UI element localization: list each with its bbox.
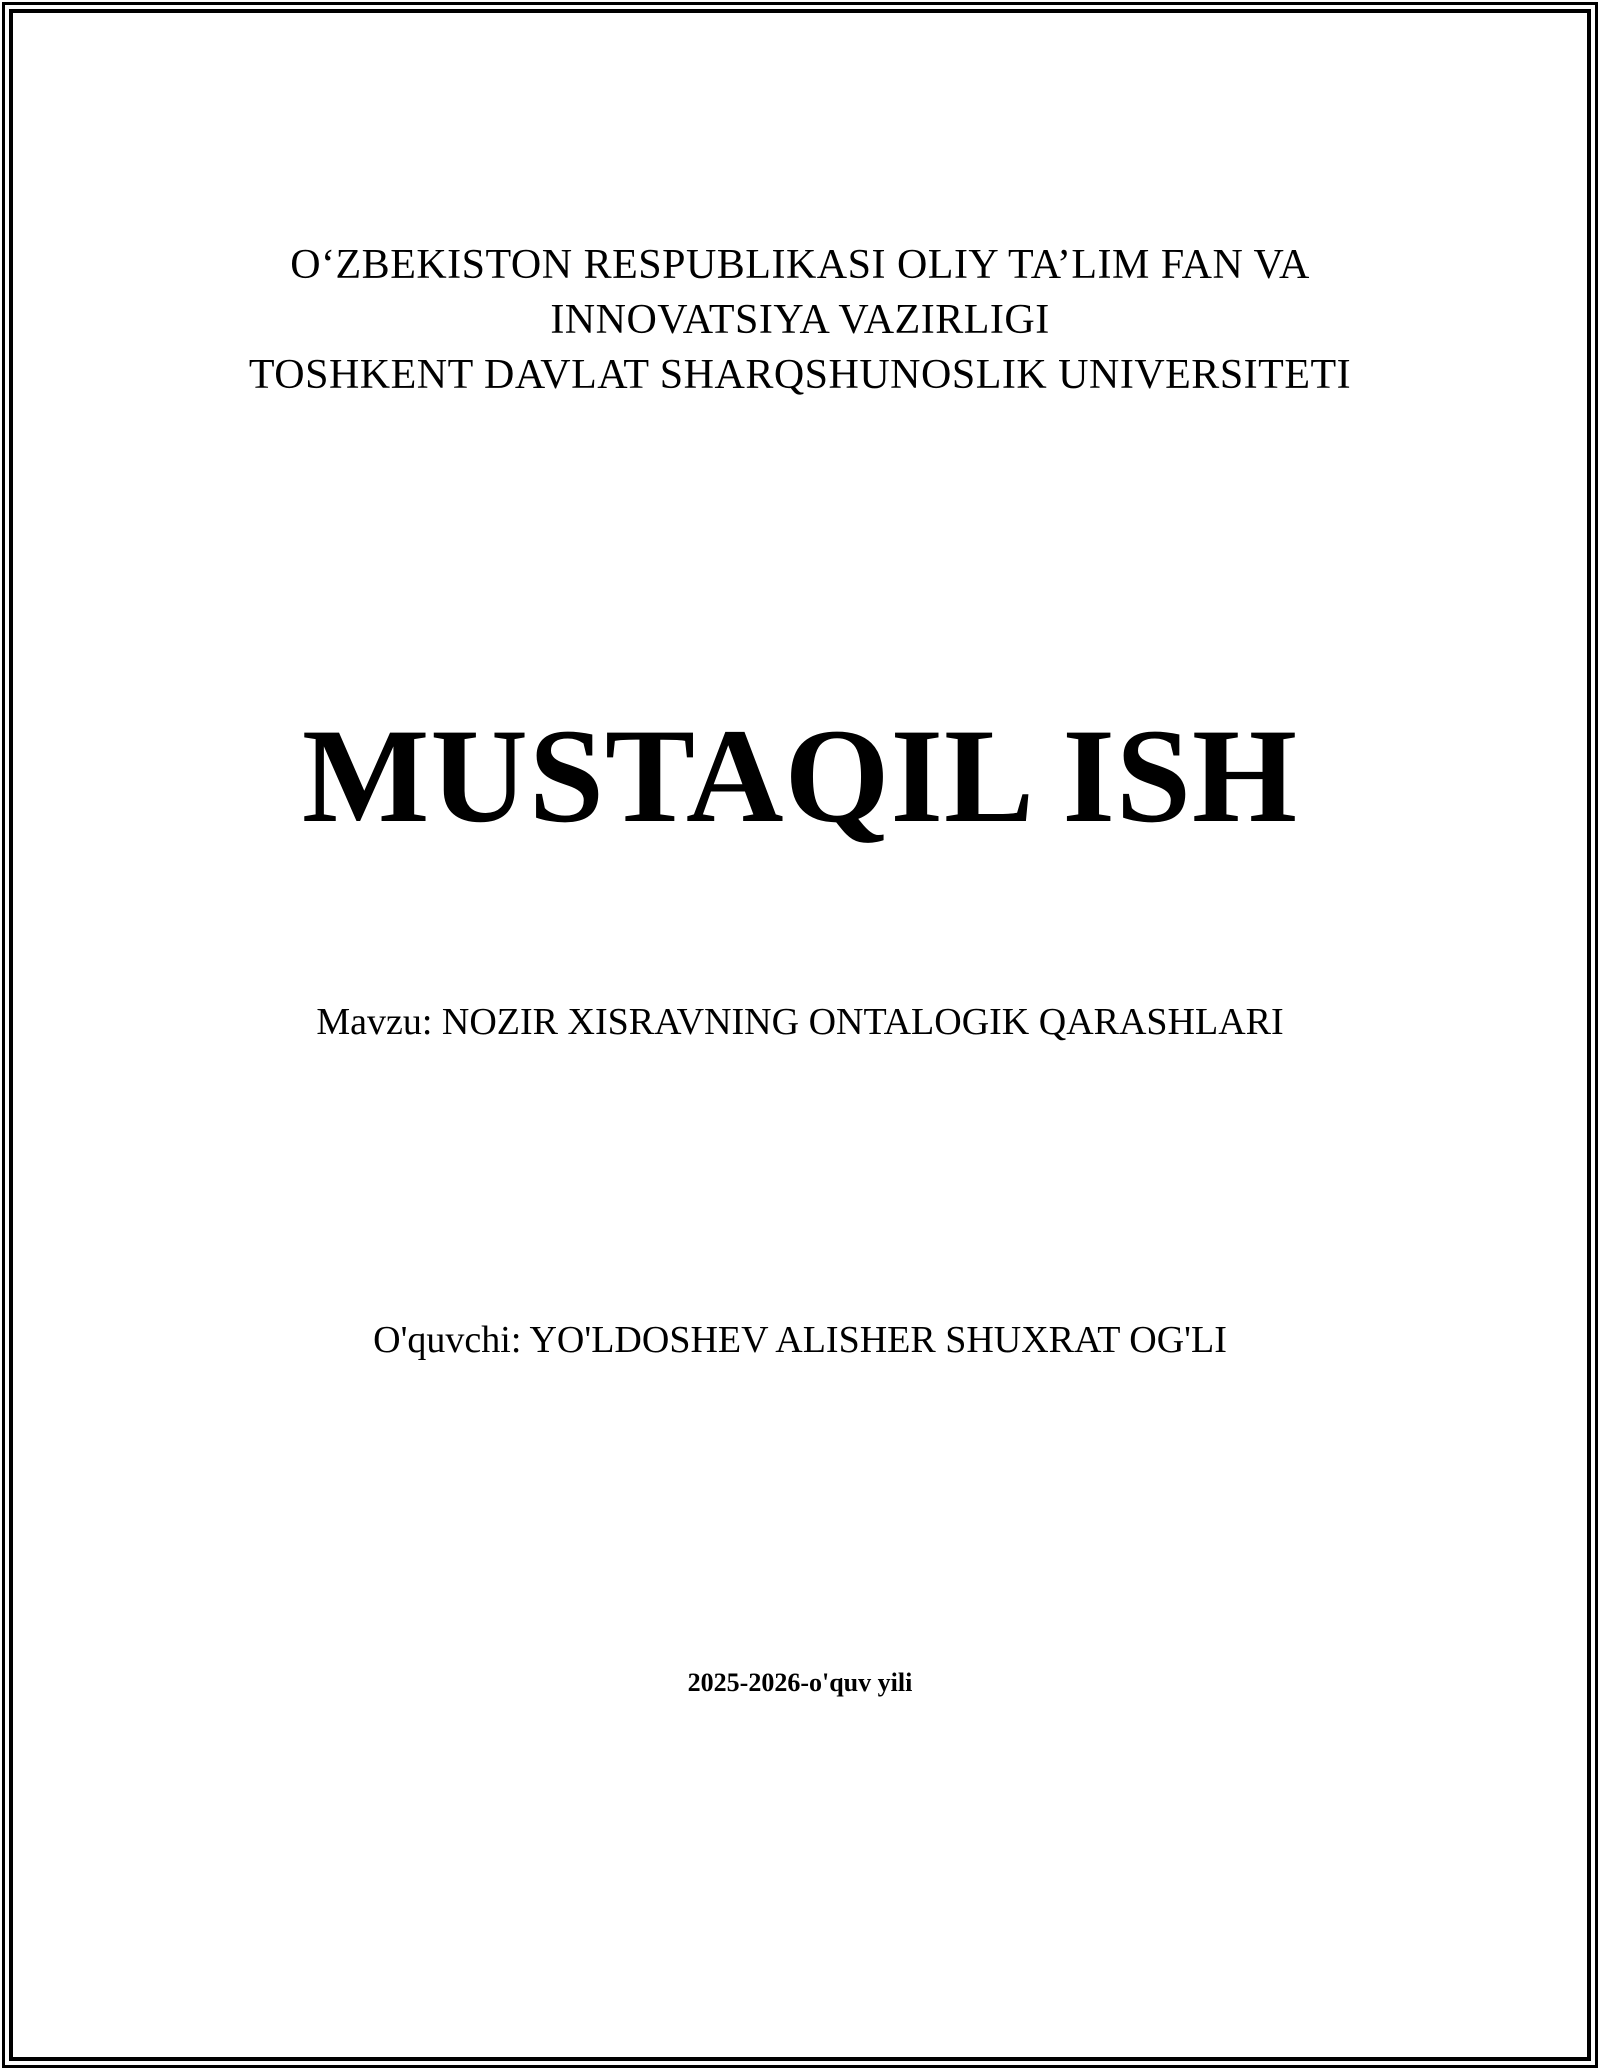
student-line: O'quvchi: YO'LDOSHEV ALISHER SHUXRAT OG'LI — [373, 1319, 1227, 1361]
header-block — [60, 238, 1540, 403]
academic-year: 2025-2026-o'quv yili — [687, 1668, 913, 1697]
document-title: MUSTAQIL ISH — [301, 702, 1299, 851]
topic-line: Mavzu: NOZIR XISRAVNING ONTALOGIK QARASHLARI — [316, 1001, 1284, 1043]
university-name: TOSHKENT DAVLAT SHARQSHUNOSLIK UNIVERSITETI — [248, 352, 1352, 398]
ministry-line-1: OʻZBEKISTON RESPUBLIKASI OLIY TA’LIM FAN VA — [290, 242, 1310, 288]
ministry-line-2: INNOVATSIYA VAZIRLIGI — [550, 297, 1050, 343]
